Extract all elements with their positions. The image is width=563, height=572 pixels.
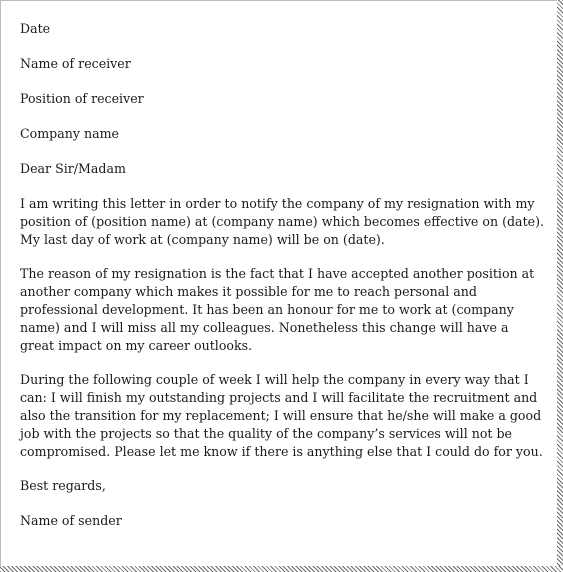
receiver-name: Name of receiver xyxy=(20,56,131,71)
paragraph-notification: I am writing this letter in order to notify the company of my resignation with my position of (position name) at (company name) which becomes effective on (date). My last day of work at (company name) will be on (date). xyxy=(20,196,544,247)
company-name: Company name xyxy=(20,126,119,141)
receiver-position: Position of receiver xyxy=(20,91,144,106)
sender-name: Name of sender xyxy=(20,513,122,528)
page-shadow-right xyxy=(557,0,563,572)
page-border-left xyxy=(0,0,1,572)
page-shadow-bottom xyxy=(0,566,563,572)
paragraph-reason: The reason of my resignation is the fact that I have accepted another position at another company which makes it possible for me to reach personal and professional development. It has been an honour for me to work at (company name) and I will miss all my colleagues. Nonetheless this change will have a great impact on my career outlooks. xyxy=(20,266,535,353)
letter-body xyxy=(20,20,545,547)
date-line: Date xyxy=(20,21,51,36)
salutation: Dear Sir/Madam xyxy=(20,161,126,176)
closing: Best regards, xyxy=(20,478,106,493)
paragraph-transition: During the following couple of week I will help the company in every way that I can: I will finish my outstanding projects and I will facilitate the recruitment and also the transition for my replacement; I will ensure that he/she will make a good job with the projects so that the quality of the company’s services will not be compromised. Please let me know if there is anything else that I could do for you. xyxy=(20,372,543,459)
page-border-top xyxy=(0,0,563,1)
